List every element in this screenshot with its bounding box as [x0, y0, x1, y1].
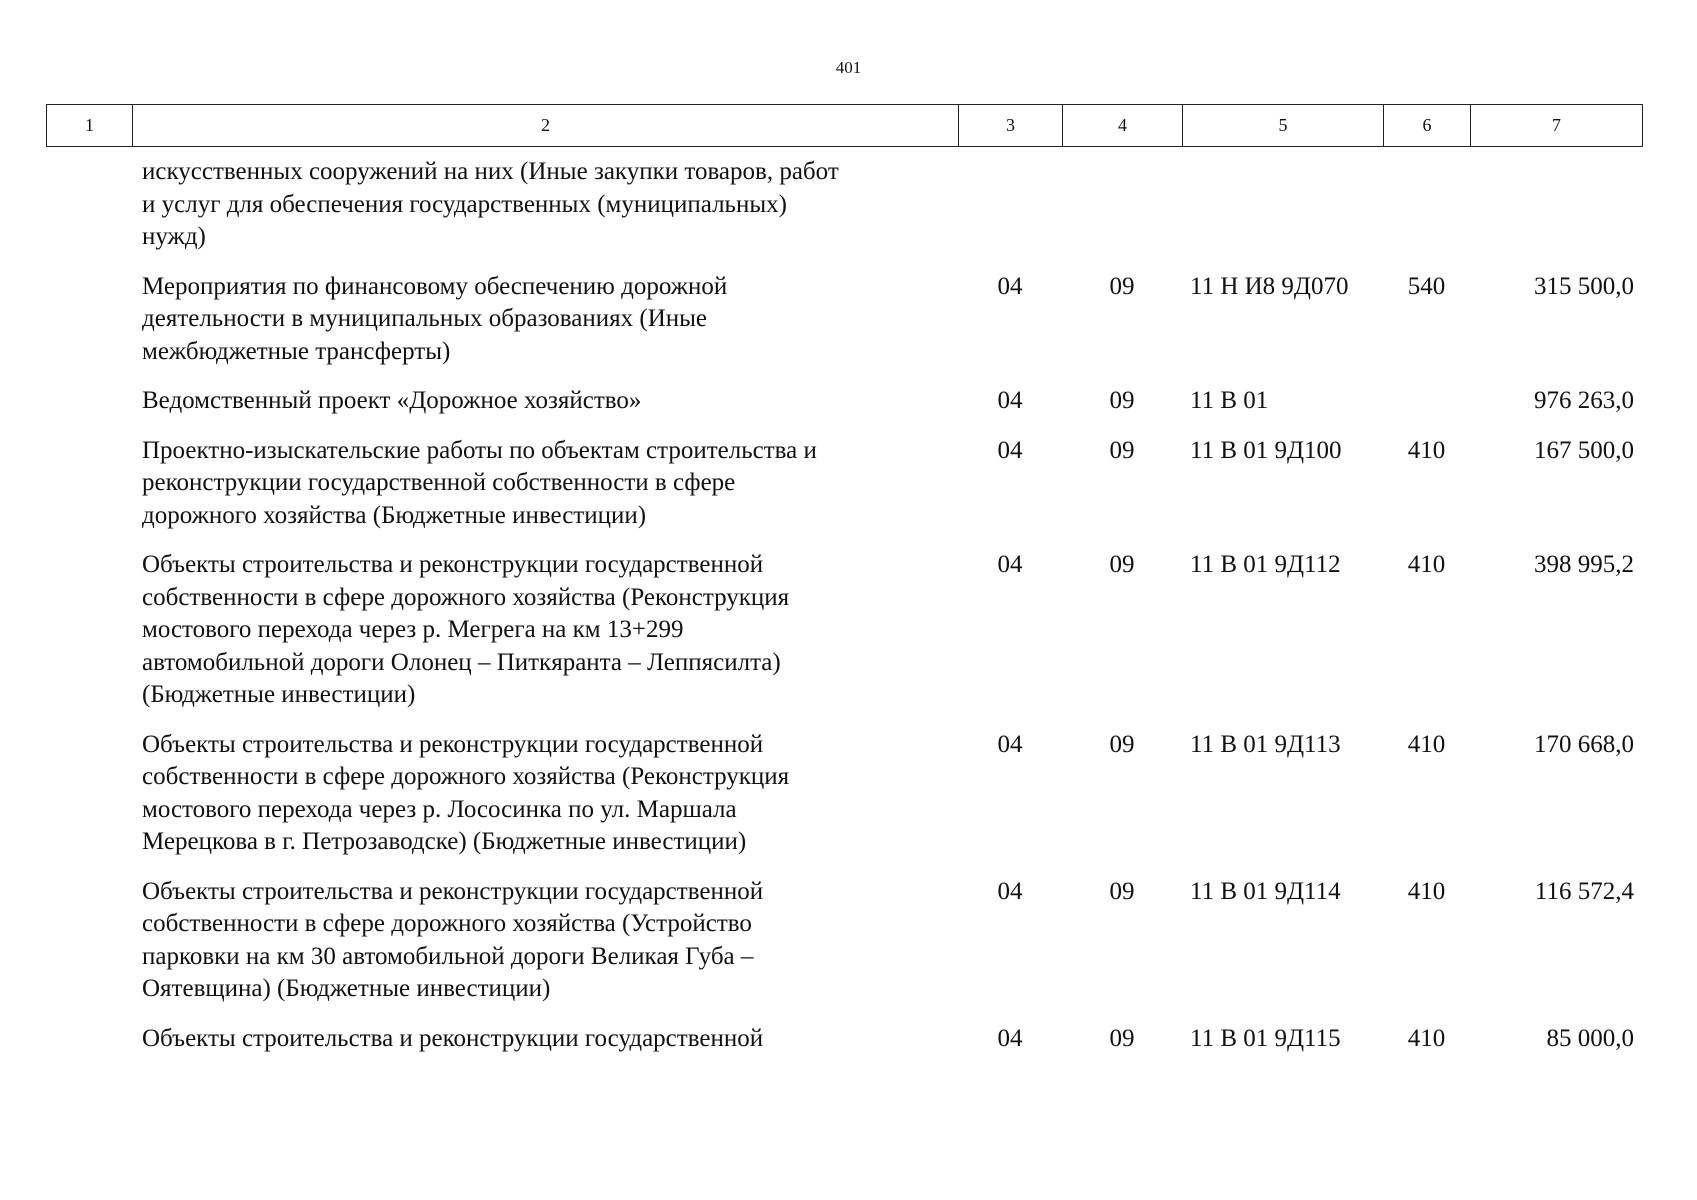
table-row — [46, 729, 1642, 859]
table-row — [46, 876, 1642, 1006]
description-line: (Бюджетные инвестиции) — [142, 681, 416, 708]
description-line: мостового перехода через р. Лососинка по ул. Маршала — [142, 795, 737, 823]
row-description — [46, 729, 958, 859]
description-line: реконструкции государственной собственности в сфере — [142, 469, 736, 496]
section-code: 04 — [997, 387, 1023, 414]
section-code: 04 — [997, 436, 1023, 464]
description-line: собственности в сфере дорожного хозяйства (Реконструкция — [142, 583, 790, 611]
description-line: деятельности в муниципальных образованиях (Иные — [142, 305, 708, 332]
description-line: искусственных сооружений на них (Иные закупки товаров, работ — [142, 158, 839, 185]
column-header-row — [47, 105, 1643, 147]
subsection-code: 09 — [1109, 387, 1135, 414]
row-description — [46, 435, 958, 533]
column-header-5: 5 — [1183, 105, 1384, 147]
expense-type-code: 410 — [1407, 1024, 1446, 1052]
subsection-code: 09 — [1109, 877, 1135, 905]
subsection-code: 09 — [1109, 1024, 1135, 1052]
table-row — [46, 156, 1642, 254]
column-header-3: 3 — [959, 105, 1063, 147]
description-line: собственности в сфере дорожного хозяйства (Устройство — [142, 910, 752, 937]
target-article-code: 11 Н И8 9Д070 — [1190, 272, 1349, 300]
description-line: Мероприятия по финансовому обеспечению дорожной — [142, 272, 728, 300]
amount-value: 85 000,0 — [1546, 1024, 1634, 1052]
description-line: Объекты строительства и реконструкции государственной — [142, 730, 764, 758]
table-row — [46, 435, 1642, 533]
column-header-4: 4 — [1063, 105, 1183, 147]
table-row — [46, 1023, 1642, 1056]
target-article-code: 11 В 01 9Д100 — [1190, 436, 1342, 464]
table-row — [46, 549, 1642, 712]
subsection-code: 09 — [1109, 436, 1135, 464]
expense-type-code: 410 — [1407, 877, 1446, 905]
expense-type-code: 410 — [1407, 436, 1446, 464]
subsection-code: 09 — [1109, 272, 1135, 300]
target-article-code: 11 В 01 9Д112 — [1190, 551, 1341, 578]
budget-table-body — [46, 156, 1642, 1072]
section-code: 04 — [997, 551, 1023, 578]
description-line: Ведомственный проект «Дорожное хозяйство» — [142, 387, 642, 414]
description-line: межбюджетные трансферты) — [142, 337, 451, 365]
section-code: 04 — [997, 1024, 1023, 1052]
table-row — [46, 385, 1642, 418]
row-description — [46, 1023, 958, 1056]
section-code: 04 — [997, 272, 1023, 300]
row-description — [46, 876, 958, 1006]
target-article-code: 11 В 01 9Д114 — [1190, 877, 1341, 905]
description-line: Мерецкова в г. Петрозаводске) (Бюджетные инвестиции) — [142, 828, 747, 855]
description-line: Объекты строительства и реконструкции государственной — [142, 551, 764, 578]
amount-value: 167 500,0 — [1534, 436, 1634, 464]
amount-value: 116 572,4 — [1534, 877, 1634, 905]
expense-type-code: 410 — [1407, 551, 1446, 578]
description-line: мостового перехода через р. Мегрега на км 13+299 — [142, 616, 684, 643]
column-header-7: 7 — [1471, 105, 1643, 147]
amount-value: 976 263,0 — [1534, 387, 1634, 414]
column-header-table — [46, 104, 1643, 147]
row-description — [46, 271, 958, 369]
description-line: автомобильной дороги Олонец – Питкяранта – Леппясилта) — [142, 648, 781, 676]
column-header-6: 6 — [1384, 105, 1471, 147]
description-line: парковки на км 30 автомобильной дороги Великая Губа – — [142, 942, 754, 970]
description-line: Объекты строительства и реконструкции государственной — [142, 877, 764, 905]
section-code: 04 — [997, 877, 1023, 905]
target-article-code: 11 В 01 9Д113 — [1190, 730, 1341, 758]
expense-type-code: 540 — [1407, 272, 1446, 300]
section-code: 04 — [997, 730, 1023, 758]
target-article-code: 11 В 01 9Д115 — [1190, 1024, 1341, 1052]
description-line: Проектно-изыскательские работы по объектам строительства и — [142, 436, 817, 464]
target-article-code: 11 В 01 — [1190, 387, 1269, 414]
row-description — [46, 549, 958, 712]
expense-type-code: 410 — [1407, 730, 1446, 758]
page-number: 401 — [835, 58, 862, 77]
row-description — [46, 385, 958, 418]
description-line: собственности в сфере дорожного хозяйства (Реконструкция — [142, 763, 790, 790]
subsection-code: 09 — [1109, 730, 1135, 758]
row-description — [46, 156, 958, 254]
description-line: и услуг для обеспечения государственных (муниципальных) — [142, 190, 787, 218]
description-line: нужд) — [142, 223, 206, 250]
description-line: Оятевщина) (Бюджетные инвестиции) — [142, 975, 551, 1002]
description-line: дорожного хозяйства (Бюджетные инвестиции) — [142, 501, 647, 529]
description-line: Объекты строительства и реконструкции государственной — [142, 1024, 764, 1052]
amount-value: 315 500,0 — [1534, 272, 1634, 300]
subsection-code: 09 — [1109, 551, 1135, 578]
table-row — [46, 271, 1642, 369]
column-header-2: 2 — [133, 105, 959, 147]
amount-value: 170 668,0 — [1534, 730, 1634, 758]
amount-value: 398 995,2 — [1534, 551, 1634, 578]
column-header-1: 1 — [47, 105, 133, 147]
